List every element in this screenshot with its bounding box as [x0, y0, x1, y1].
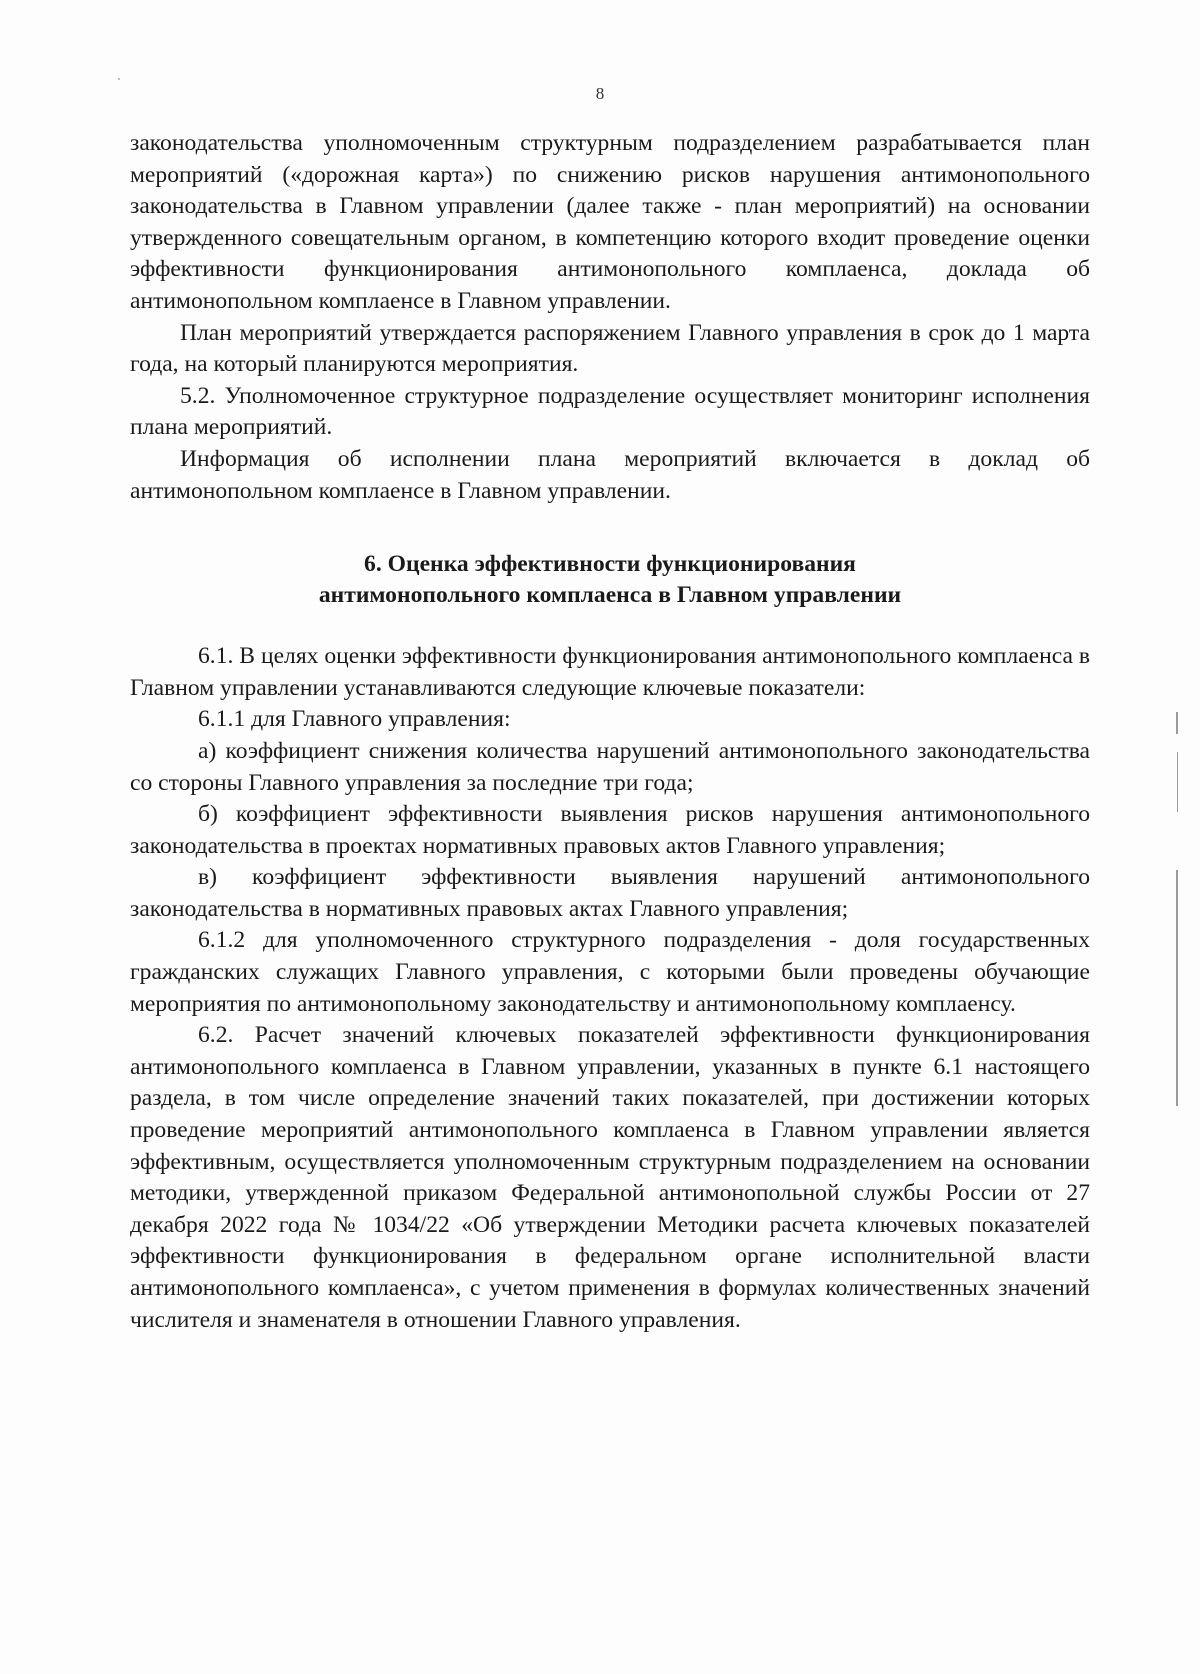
- paragraph-plan-approval: План мероприятий утверждается распоряжением Главного управления в срок до 1 марта года, на который планируются мероприятия.: [130, 319, 1090, 378]
- scan-margin-mark: [1176, 870, 1178, 1106]
- paragraph-6-2: 6.2. Расчет значений ключевых показателей эффективности функционирования антимонопольного комплаенса в Главном управлении, указанных в пункте 6.1 настоящего раздела, в том числе определение значений таких показателей, при достижении которых проведение мероприятий антимонопольного комплаенса в Главном управлении является эффективным, осуществляется уполномоченным структурным подразделением на основании методики, утвержденной приказом Федеральной антимонопольной службы России от 27 декабря 2022 года № 1034/22 «Об утверждении Методики расчета ключевых показателей эффективности функционирования в федеральном органе исполнительной власти антимонопольного комплаенса», с учетом применения в формулах количественных значений числителя и знаменателя в отношении Главного управления.: [130, 1022, 1090, 1333]
- section-heading-line1: 6. Оценка эффективности функционирования: [364, 551, 856, 578]
- paragraph-plan-info: Информация об исполнении плана мероприятий включается в доклад об антимонопольном комплаенсе в Главном управлении.: [130, 445, 1090, 504]
- section-heading: [130, 549, 1090, 611]
- paragraph-6-1-2: 6.1.2 для уполномоченного структурного подразделения - доля государственных гражданских служащих Главного управления, с которыми были проведены обучающие мероприятия по антимонопольному законодательству и антимонопольному комплаенсу.: [130, 927, 1090, 1017]
- scan-margin-mark: [1177, 752, 1178, 812]
- page-number: 8: [595, 84, 605, 103]
- scan-margin-mark: [1176, 712, 1178, 734]
- paragraph-item-v: в) коэффициент эффективности выявления нарушений антимонопольного законодательства в нормативных правовых актах Главного управления;: [130, 864, 1090, 922]
- paragraph-6-1: 6.1. В целях оценки эффективности функционирования антимонопольного комплаенса в Главном управлении устанавливаются следующие ключевые показатели:: [130, 643, 1090, 701]
- section-heading-line2: антимонопольного комплаенса в Главном управлении: [318, 582, 902, 609]
- paragraph-continuation: законодательства уполномоченным структурным подразделением разрабатывается план мероприятий («дорожная карта») по снижению рисков нарушения антимонопольного законодательства в Главном управлении (далее также - план мероприятий) на основании утвержденного совещательным органом, в компетенцию которого входит проведение оценки эффективности функционирования антимонопольного комплаенса, доклада об антимонопольном комплаенсе в Главном управлении.: [130, 130, 1090, 314]
- scan-speck: [118, 78, 120, 80]
- paragraph-5-2: 5.2. Уполномоченное структурное подразделение осуществляет мониторинг исполнения плана мероприятий.: [130, 382, 1090, 441]
- paragraph-item-b: б) коэффициент эффективности выявления рисков нарушения антимонопольного законодательства в проектах нормативных правовых актов Главного управления;: [130, 801, 1090, 859]
- document-body: [130, 128, 1090, 1336]
- paragraph-6-1-1: 6.1.1 для Главного управления:: [198, 706, 511, 733]
- paragraph-item-a: а) коэффициент снижения количества нарушений антимонопольного законодательства со стороны Главного управления за последние три года;: [130, 737, 1090, 796]
